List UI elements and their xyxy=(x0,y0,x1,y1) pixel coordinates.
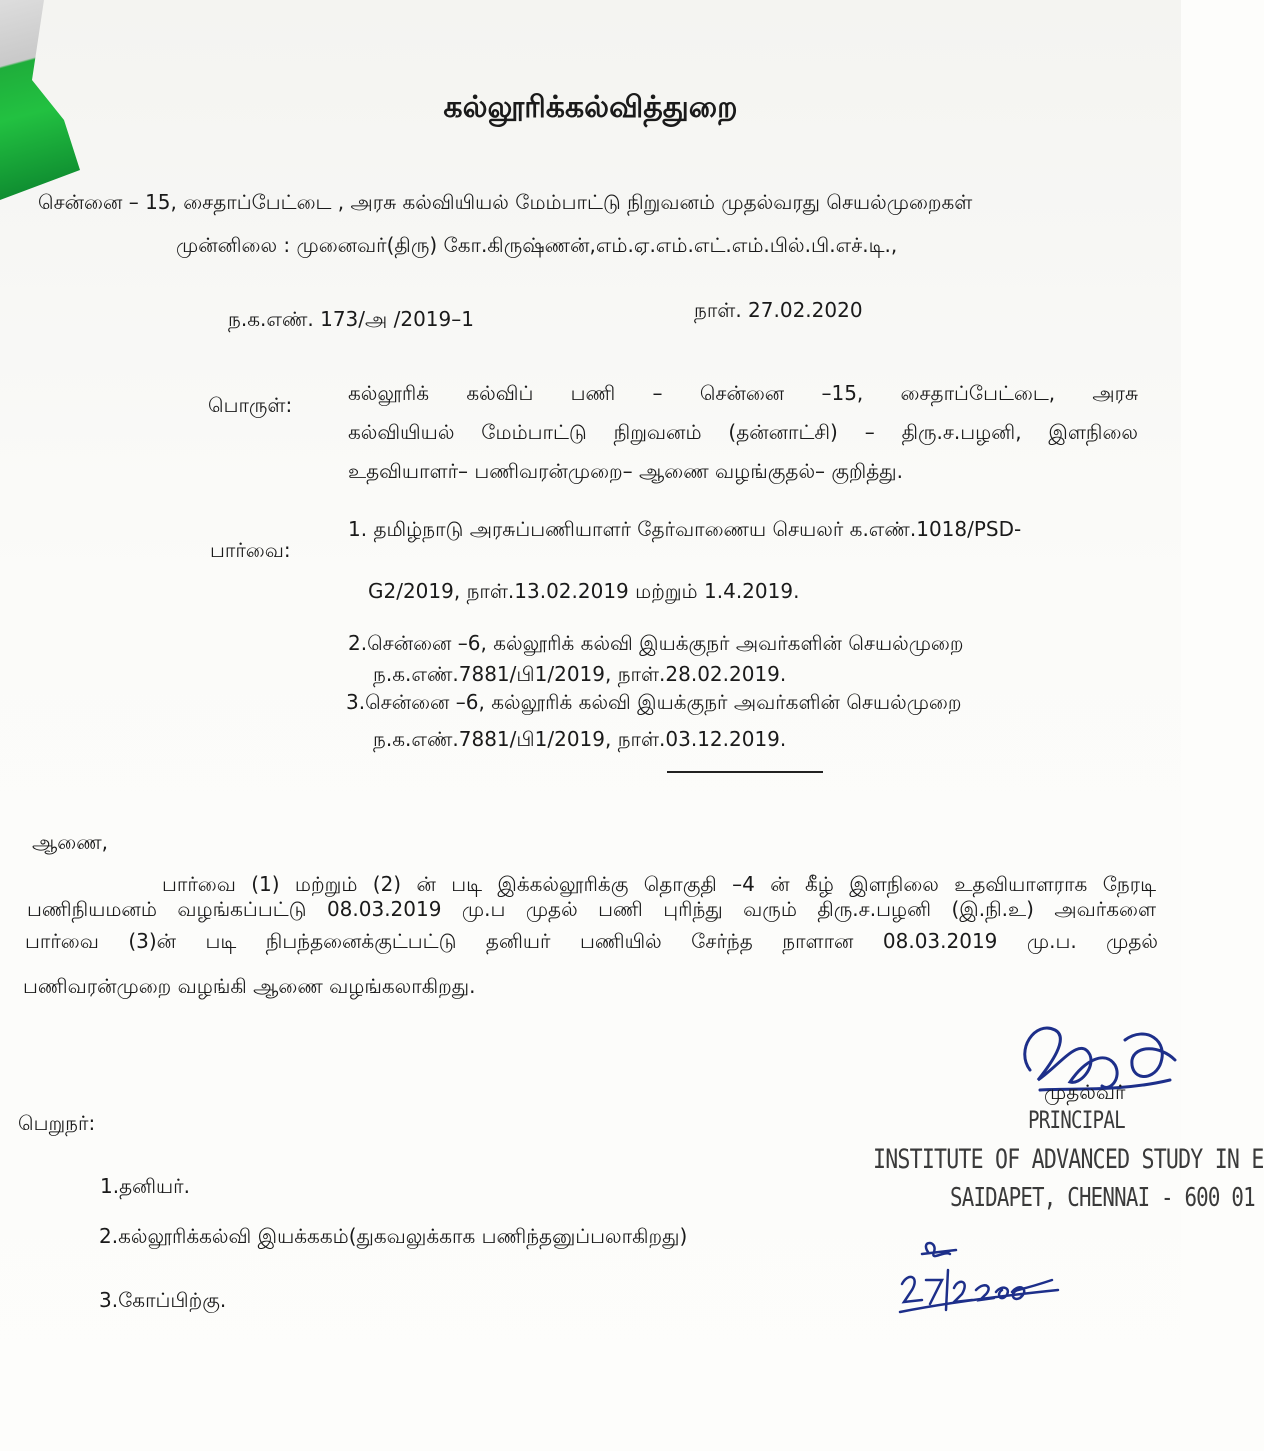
recipient-item-3: 3.கோப்பிற்கு. xyxy=(99,1288,227,1312)
reference-3-line-2: ந.க.எண்.7881/பி1/2019, நாள்.03.12.2019. xyxy=(373,727,787,751)
order-line-3: பார்வை (3)ன் படி நிபந்தனைக்குட்பட்டு தனியர் பணியில் சேர்ந்த நாளான 08.03.2019 மு.ப. முதல் xyxy=(25,929,1158,953)
header-line-2: முன்னிலை : முனைவர்(திரு) கோ.கிருஷ்ணன்,எம்.ஏ.எம்.எட்.எம்.பில்.பி.எச்.டி., xyxy=(176,233,898,257)
reference-3-line-1: 3.சென்னை –6, கல்லூரிக் கல்வி இயக்குநர் அவர்களின் செயல்முறை xyxy=(346,690,962,714)
signatory-title: முதல்வர் xyxy=(1044,1080,1126,1104)
order-salutation: ஆணை, xyxy=(32,830,109,854)
handwritten-initials-date xyxy=(890,1232,1070,1322)
reference-2-line-1: 2.சென்னை –6, கல்லூரிக் கல்வி இயக்குநர் அவர்களின் செயல்முறை xyxy=(348,631,964,655)
document-date: நாள். 27.02.2020 xyxy=(694,298,863,322)
subject-line-3: உதவியாளர்– பணிவரன்முறை– ஆணை வழங்குதல்– குறித்து. xyxy=(348,459,903,483)
separator-dash-line xyxy=(667,771,823,773)
stamp-principal: PRINCIPAL xyxy=(1028,1106,1125,1134)
subject-label: பொருள்: xyxy=(208,393,293,417)
header-line-1: சென்னை – 15, சைதாப்பேட்டை , அரசு கல்வியியல் மேம்பாட்டு நிறுவனம் முதல்வரது செயல்முறைகள் xyxy=(38,190,973,214)
order-line-2: பணிநியமனம் வழங்கப்பட்டு 08.03.2019 மு.ப முதல் பணி புரிந்து வரும் திரு.ச.பழனி (இ.நி.உ) அவர்களை xyxy=(27,897,1156,921)
stamp-address: SAIDAPET, CHENNAI - 600 01 xyxy=(950,1183,1255,1213)
stamp-institute: INSTITUTE OF ADVANCED STUDY IN E xyxy=(873,1144,1264,1175)
references-label: பார்வை: xyxy=(210,538,291,562)
document-title: கல்லூரிக்கல்வித்துறை xyxy=(443,90,738,125)
subject-line-2: கல்வியியல் மேம்பாட்டு நிறுவனம் (தன்னாட்சி) – திரு.ச.பழனி, இளநிலை xyxy=(348,420,1138,444)
subject-line-1: கல்லூரிக் கல்விப் பணி – சென்னை –15, சைதாப்பேட்டை, அரசு xyxy=(348,381,1138,405)
order-line-1: பார்வை (1) மற்றும் (2) ன் படி இக்கல்லூரிக்கு தொகுதி –4 ன் கீழ் இளநிலை உதவியாளராக நேரடி xyxy=(162,872,1156,896)
recipients-label: பெறுநர்: xyxy=(18,1111,96,1135)
reference-1-line-2: G2/2019, நாள்.13.02.2019 மற்றும் 1.4.2019. xyxy=(368,579,800,603)
reference-1-line-1: 1. தமிழ்நாடு அரசுப்பணியாளர் தேர்வாணைய செயலர் க.எண்.1018/PSD- xyxy=(348,517,1022,541)
reference-2-line-2: ந.க.எண்.7881/பி1/2019, நாள்.28.02.2019. xyxy=(373,662,787,686)
order-line-4: பணிவரன்முறை வழங்கி ஆணை வழங்கலாகிறது. xyxy=(23,974,476,998)
reference-number: ந.க.எண். 173/அ /2019–1 xyxy=(228,307,474,331)
recipient-item-1: 1.தனியர். xyxy=(100,1174,190,1198)
recipient-item-2: 2.கல்லூரிக்கல்வி இயக்ககம்(துகவலுக்காக பணிந்தனுப்பலாகிறது) xyxy=(99,1224,688,1248)
